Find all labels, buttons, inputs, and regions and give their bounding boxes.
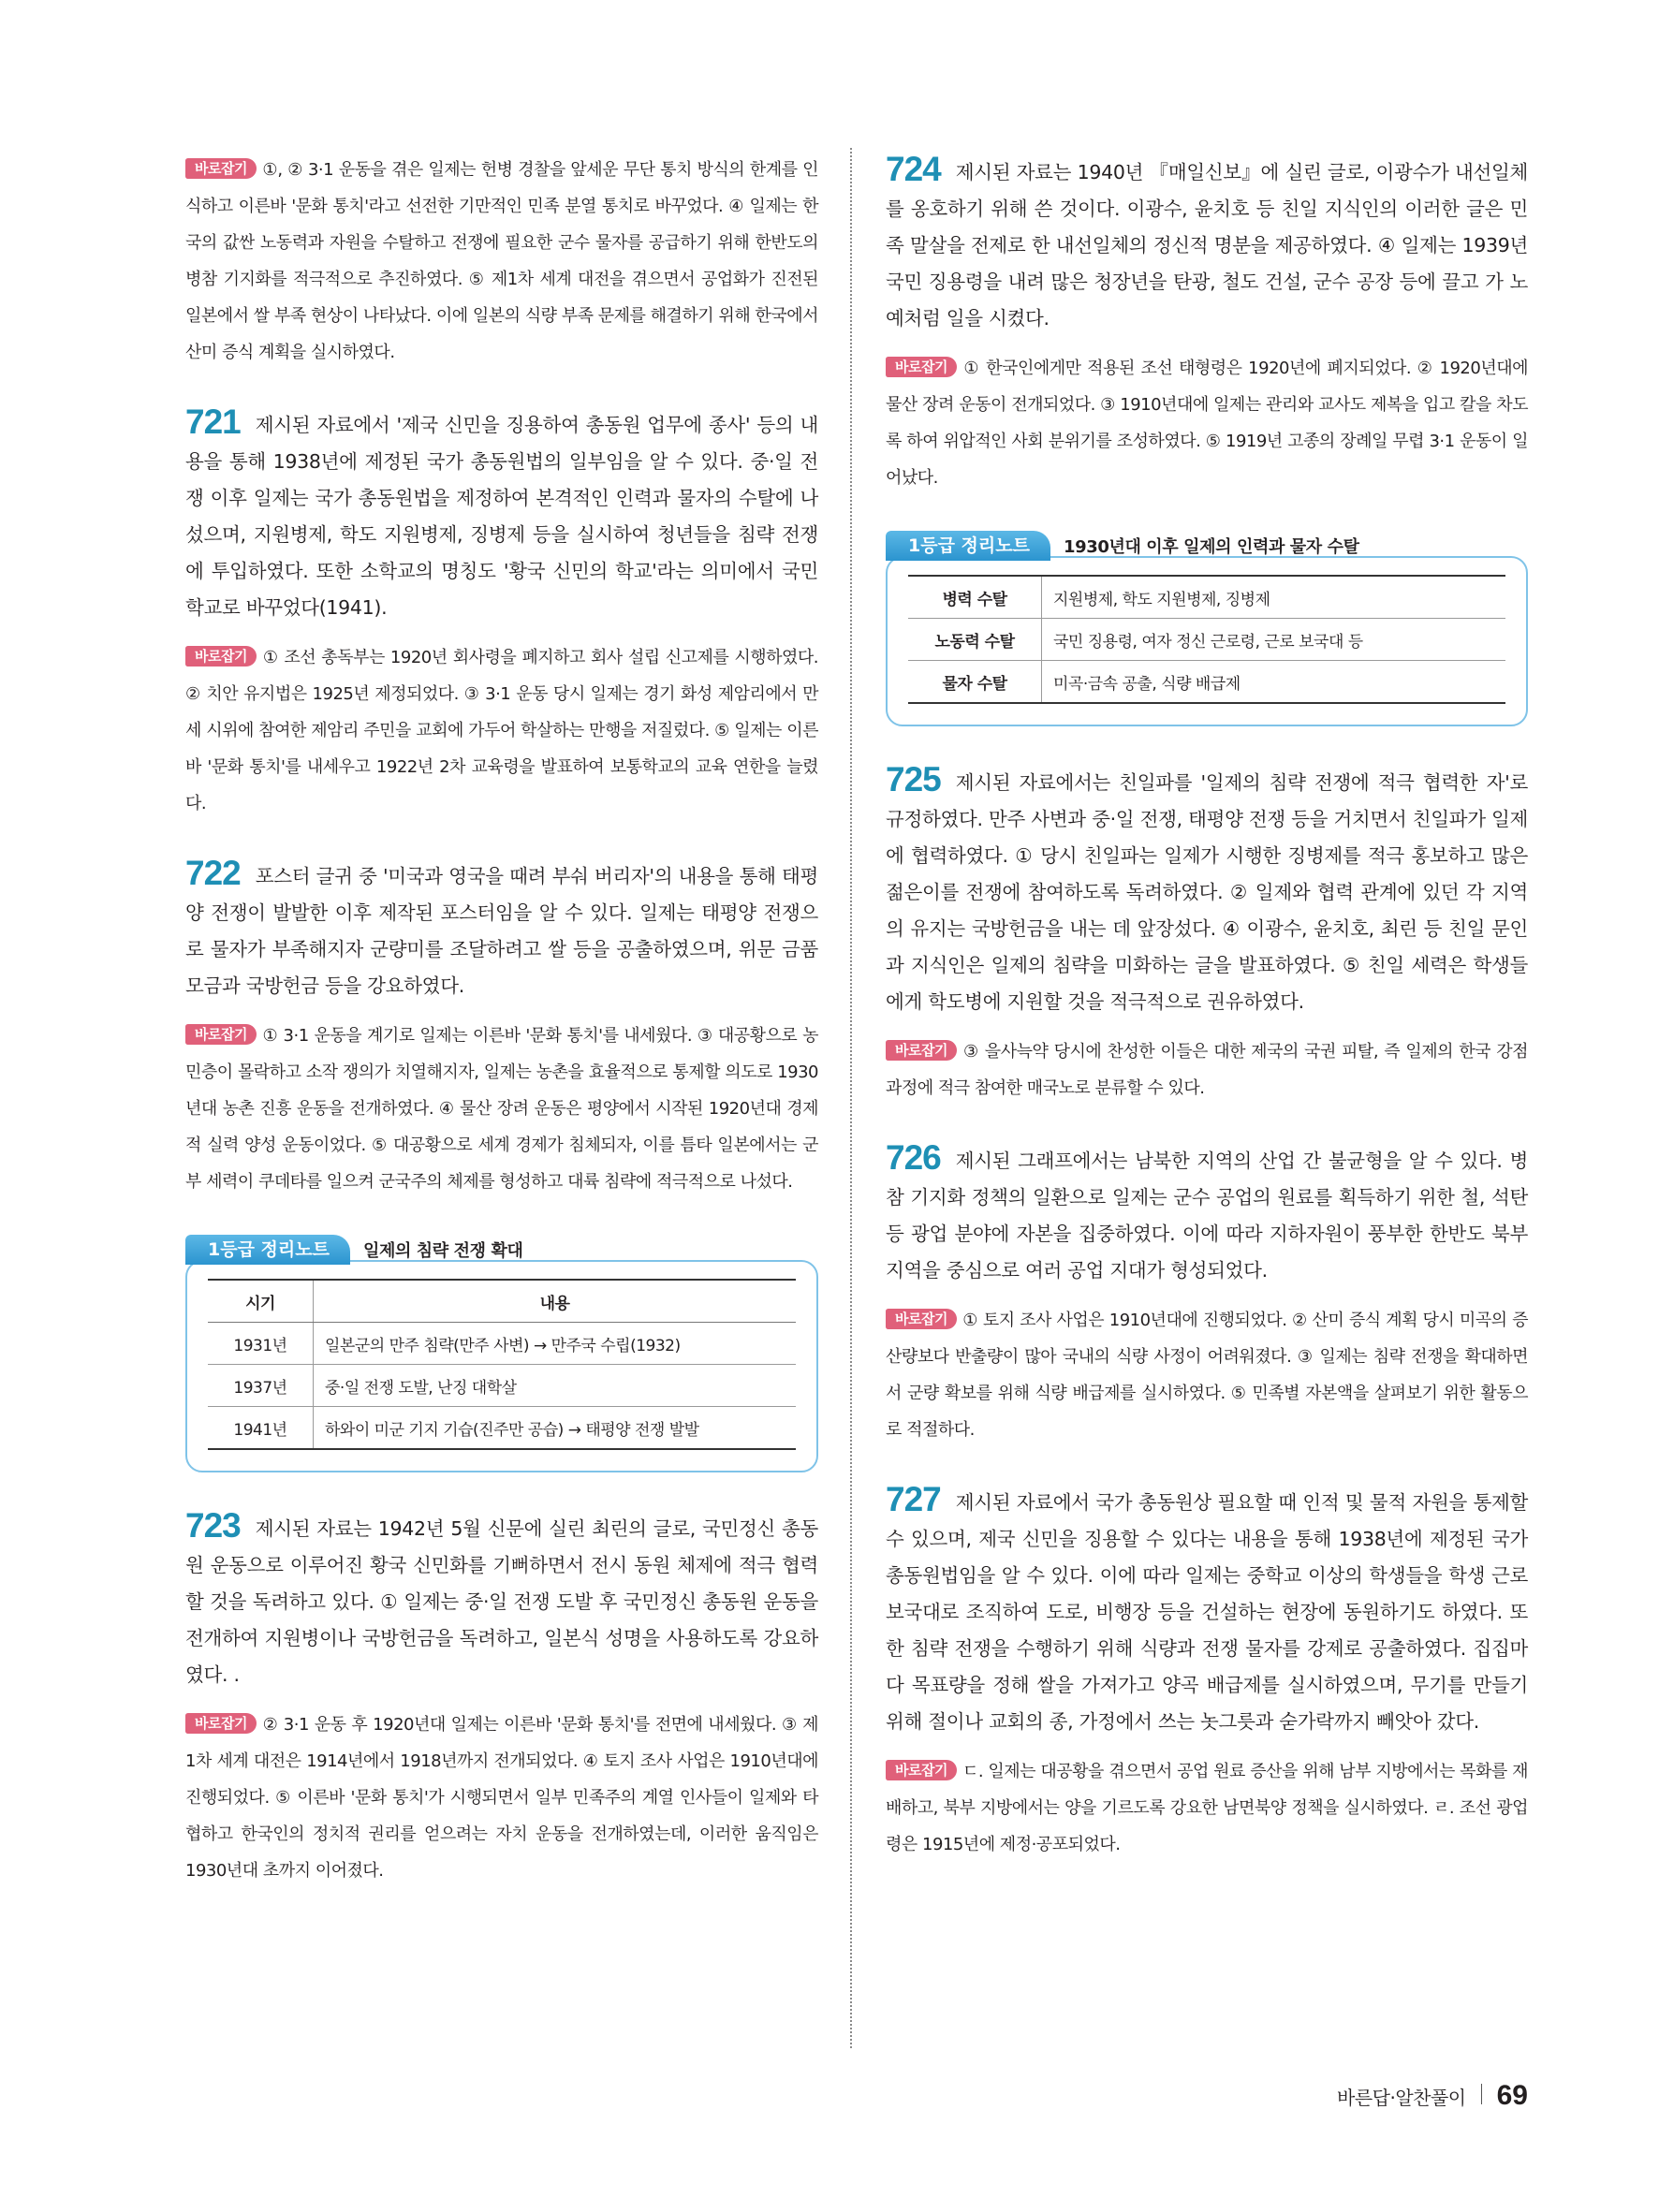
correction-note <box>886 350 1528 496</box>
answer-text: 제시된 자료에서는 친일파를 '일제의 침략 전쟁에 적극 협력한 자'로 규정하였다. 만주 사변과 중·일 전쟁, 태평양 전쟁 등을 거치면서 친일파가 일제에 협력하였다. ① 당시 친일파는 일제가 시행한 징병제를 적극 홍보하고 많은 젊은이를 전쟁에 참여하도록 독려하였다. ② 일제와 협력 관계에 있던 각 지역의 유지는 국방헌금을 내는 데 앞장섰다. ④ 이광수, 윤치호, 최린 등 친일 문인과 지식인은 일제의 침략을 미화하는 글을 발표하였다. ⑤ 친일 세력은 학생들에게 학도병에 지원할 것을 적극적으로 권유하였다. <box>886 771 1528 1013</box>
page-footer <box>1337 2080 1528 2112</box>
answer-text: 제시된 자료에서 국가 총동원상 필요할 때 인적 및 물적 자원을 통제할 수 있으며, 제국 신민을 징용할 수 있다는 내용을 통해 1938년에 제정된 국가 총동원법임을 알 수 있다. 이에 따라 일제는 중학교 이상의 학생들을 학생 근로 보국대로 조직하여 도로, 비행장 등을 건설하는 현장에 동원하기도 하였다. 또한 침략 전쟁을 수행하기 위해 식량과 전쟁 물자를 강제로 공출하였다. 집집마다 목표량을 정해 쌀을 가져가고 양곡 배급제를 실시하였으며, 무기를 만들기 위해 절이나 교회의 종, 가정에서 쓰는 놋그릇과 숟가락까지 빼앗아 갔다. <box>886 1491 1528 1733</box>
table-header-cell: 시기 <box>208 1280 314 1323</box>
footer-book-label: 바른답·알찬풀이 <box>1337 2087 1466 2109</box>
right-column <box>886 152 1528 1897</box>
table-key-cell: 병력 수탈 <box>908 576 1042 619</box>
table-value-cell: 일본군의 만주 침략(만주 사변) → 만주국 수립(1932) <box>314 1323 797 1365</box>
correction-note <box>886 1033 1528 1106</box>
question-number: 726 <box>886 1138 941 1177</box>
study-note-tag: 1등급 정리노트 <box>886 531 1050 561</box>
study-note-title: 일제의 침략 전쟁 확대 <box>362 1241 523 1261</box>
correction-text: ①, ② 3·1 운동을 겪은 일제는 헌병 경찰을 앞세운 무단 통치 방식의 한계를 인식하고 이른바 '문화 통치'라고 선전한 기만적인 민족 분열 통치로 바꾸었다. ④ 일제는 한국의 값싼 노동력과 자원을 수탈하고 전쟁에 필요한 군수 물자를 공급하기 위해 한반도의 병참 기지화를 적극적으로 추진하였다. ⑤ 제1차 세계 대전을 겪으면서 공업화가 진전된 일본에서 쌀 부족 현상이 나타났다. 이에 일본의 식량 부족 문제를 해결하기 위해 한국에서 산미 증식 계획을 실시하였다. <box>185 160 818 362</box>
table-row <box>908 576 1505 619</box>
correction-note <box>886 1753 1528 1863</box>
column-divider <box>850 148 852 2048</box>
table-key-cell: 1941년 <box>208 1407 314 1450</box>
question-number: 725 <box>886 760 941 798</box>
table-key-cell: 노동력 수탈 <box>908 619 1042 661</box>
correction-badge: 바로잡기 <box>185 1713 257 1734</box>
correction-text: ① 3·1 운동을 계기로 일제는 이른바 '문화 통치'를 내세웠다. ③ 대공황으로 농민층이 몰락하고 소작 쟁의가 치열해지자, 일제는 농촌을 효율적으로 통제할 의도로 1930년대 농촌 진흥 운동을 전개하였다. ④ 물산 장려 운동은 평양에서 시작된 1920년대 경제적 실력 양성 운동이었다. ⑤ 대공황으로 세계 경제가 침체되자, 이를 틈타 일본에서는 군부 세력이 쿠데타를 일으켜 군국주의 체제를 형성하고 대륙 침략에 적극적으로 나섰다. <box>185 1026 818 1192</box>
study-note-box <box>185 1234 818 1472</box>
study-note-tag: 1등급 정리노트 <box>185 1235 350 1265</box>
question-number: 721 <box>185 403 241 441</box>
table-row <box>208 1365 796 1407</box>
table-value-cell: 미곡·금속 공출, 식량 배급제 <box>1042 661 1506 704</box>
answer-727 <box>886 1482 1528 1740</box>
correction-badge: 바로잡기 <box>886 357 957 377</box>
correction-badge: 바로잡기 <box>185 1024 257 1045</box>
question-number: 727 <box>886 1480 941 1518</box>
correction-badge: 바로잡기 <box>185 158 257 179</box>
study-note-title: 1930년대 이후 일제의 인력과 물자 수탈 <box>1063 537 1359 557</box>
answer-724 <box>886 152 1528 337</box>
correction-text: ① 조선 총독부는 1920년 회사령을 폐지하고 회사 설립 신고제를 시행하였다. ② 치안 유지법은 1925년 제정되었다. ③ 3·1 운동 당시 일제는 경기 화성 제암리에서 만세 시위에 참여한 제암리 주민을 교회에 가두어 학살하는 만행을 저질렀다. ⑤ 일제는 이른바 '문화 통치'를 내세우고 1922년 2차 교육령을 발표하여 보통학교의 교육 연한을 늘렸다. <box>185 648 818 813</box>
study-note-body <box>886 556 1528 726</box>
table-value-cell: 국민 징용령, 여자 정신 근로령, 근로 보국대 등 <box>1042 619 1506 661</box>
correction-text: ② 3·1 운동 후 1920년대 일제는 이른바 '문화 통치'를 전면에 내세웠다. ③ 제1차 세계 대전은 1914년에서 1918년까지 전개되었다. ④ 토지 조사 사업은 1910년대에 진행되었다. ⑤ 이른바 '문화 통치'가 시행되면서 일부 민족주의 계열 인사들이 일제와 타협하고 한국인의 정치적 권리를 얻으려는 자치 운동을 전개하였는데, 이러한 움직임은 1930년대 초까지 이어졌다. <box>185 1715 818 1881</box>
correction-note <box>185 639 818 822</box>
correction-badge: 바로잡기 <box>185 646 257 667</box>
answer-text: 포스터 글귀 중 '미국과 영국을 때려 부숴 버리자'의 내용을 통해 태평양 전쟁이 발발한 이후 제작된 포스터임을 알 수 있다. 일제는 태평양 전쟁으로 물자가 부족해지자 군량미를 조달하려고 쌀 등을 공출하였으며, 위문 금품 모금과 국방헌금 등을 강요하였다. <box>185 865 818 997</box>
study-note-header <box>886 530 1528 562</box>
study-note-box <box>886 530 1528 726</box>
correction-badge: 바로잡기 <box>886 1040 957 1061</box>
question-number: 722 <box>185 854 241 892</box>
correction-note <box>886 1302 1528 1448</box>
table-key-cell: 1931년 <box>208 1323 314 1365</box>
table-row <box>908 661 1505 704</box>
study-note-table <box>208 1279 796 1450</box>
table-value-cell: 하와이 미군 기지 기습(진주만 공습) → 태평양 전쟁 발발 <box>314 1407 797 1450</box>
correction-text: ③ 을사늑약 당시에 찬성한 이들은 대한 제국의 국권 피탈, 즉 일제의 한국 강점 과정에 적극 참여한 매국노로 분류할 수 있다. <box>886 1042 1528 1098</box>
table-value-cell: 중·일 전쟁 도발, 난징 대학살 <box>314 1365 797 1407</box>
study-note-body <box>185 1260 818 1472</box>
table-key-cell: 물자 수탈 <box>908 661 1042 704</box>
answer-text: 제시된 자료는 1940년 『매일신보』에 실린 글로, 이광수가 내선일체를 옹호하기 위해 쓴 것이다. 이광수, 윤치호 등 친일 지식인의 이러한 글은 민족 말살을 전제로 한 내선일체의 정신적 명분을 제공하였다. ④ 일제는 1939년 국민 징용령을 내려 많은 청장년을 탄광, 철도 건설, 군수 공장 등에 끌고 가 노예처럼 일을 시켰다. <box>886 161 1528 330</box>
table-row <box>908 619 1505 661</box>
correction-note <box>185 1018 818 1200</box>
footer-separator <box>1481 2084 1482 2104</box>
answer-722 <box>185 856 818 1004</box>
answer-721 <box>185 404 818 626</box>
correction-text: ① 토지 조사 사업은 1910년대에 진행되었다. ② 산미 증식 계획 당시 미곡의 증산량보다 반출량이 많아 국내의 식량 사정이 어려워졌다. ③ 일제는 침략 전쟁을 확대하면서 군량 확보를 위해 식량 배급제를 실시하였다. ⑤ 민족별 자본액을 살펴보기 위한 활동으로 적절하다. <box>886 1311 1528 1440</box>
answer-text: 제시된 자료는 1942년 5월 신문에 실린 최린의 글로, 국민정신 총동원 운동으로 이루어진 황국 신민화를 기뻐하면서 전시 동원 체제에 적극 협력할 것을 독려하고 있다. ① 일제는 중·일 전쟁 도발 후 국민정신 총동원 운동을 전개하여 지원병이나 국방헌금을 독려하고, 일본식 성명을 사용하도록 강요하였다. . <box>185 1517 818 1686</box>
correction-note <box>185 1707 818 1889</box>
answer-726 <box>886 1140 1528 1289</box>
question-number: 723 <box>185 1506 241 1545</box>
table-row <box>208 1407 796 1450</box>
answer-725 <box>886 762 1528 1020</box>
answer-text: 제시된 자료에서 '제국 신민을 징용하여 총동원 업무에 종사' 등의 내용을 통해 1938년에 제정된 국가 총동원법의 일부임을 알 수 있다. 중·일 전쟁 이후 일제는 국가 총동원법을 제정하여 본격적인 인력과 물자의 수탈에 나섰으며, 지원병제, 학도 지원병제, 징병제 등을 실시하여 청년들을 침략 전쟁에 투입하였다. 또한 소학교의 명칭도 '황국 신민의 학교'라는 의미에서 국민학교로 바꾸었다(1941). <box>185 414 818 619</box>
page-number: 69 <box>1496 2080 1528 2111</box>
table-header-row <box>208 1280 796 1323</box>
correction-note <box>185 152 818 371</box>
answer-text: 제시된 그래프에서는 남북한 지역의 산업 간 불균형을 알 수 있다. 병참 기지화 정책의 일환으로 일제는 군수 공업의 원료를 획득하기 위한 철, 석탄 등 광업 분야에 자본을 집중하였다. 이에 따라 지하자원이 풍부한 한반도 북부 지역을 중심으로 여러 공업 지대가 형성되었다. <box>886 1150 1528 1282</box>
question-number: 724 <box>886 150 941 188</box>
answer-723 <box>185 1508 818 1693</box>
correction-text: ① 한국인에게만 적용된 조선 태형령은 1920년에 폐지되었다. ② 1920년대에 물산 장려 운동이 전개되었다. ③ 1910년대에 일제는 관리와 교사도 제복을 입고 칼을 차도록 하여 위압적인 사회 분위기를 조성하였다. ⑤ 1919년 고종의 장례일 무렵 3·1 운동이 일어났다. <box>886 359 1528 488</box>
correction-text: ㄷ. 일제는 대공황을 겪으면서 공업 원료 증산을 위해 남부 지방에서는 목화를 재배하고, 북부 지방에서는 양을 기르도록 강요한 남면북양 정책을 실시하였다. ㄹ. 조선 광업령은 1915년에 제정·공포되었다. <box>886 1762 1528 1854</box>
table-header-cell: 내용 <box>314 1280 797 1323</box>
study-note-table <box>908 575 1505 704</box>
left-column <box>185 152 818 1923</box>
correction-badge: 바로잡기 <box>886 1760 957 1780</box>
table-row <box>208 1323 796 1365</box>
study-note-header <box>185 1234 818 1266</box>
table-value-cell: 지원병제, 학도 지원병제, 징병제 <box>1042 576 1506 619</box>
table-key-cell: 1937년 <box>208 1365 314 1407</box>
correction-badge: 바로잡기 <box>886 1309 957 1329</box>
